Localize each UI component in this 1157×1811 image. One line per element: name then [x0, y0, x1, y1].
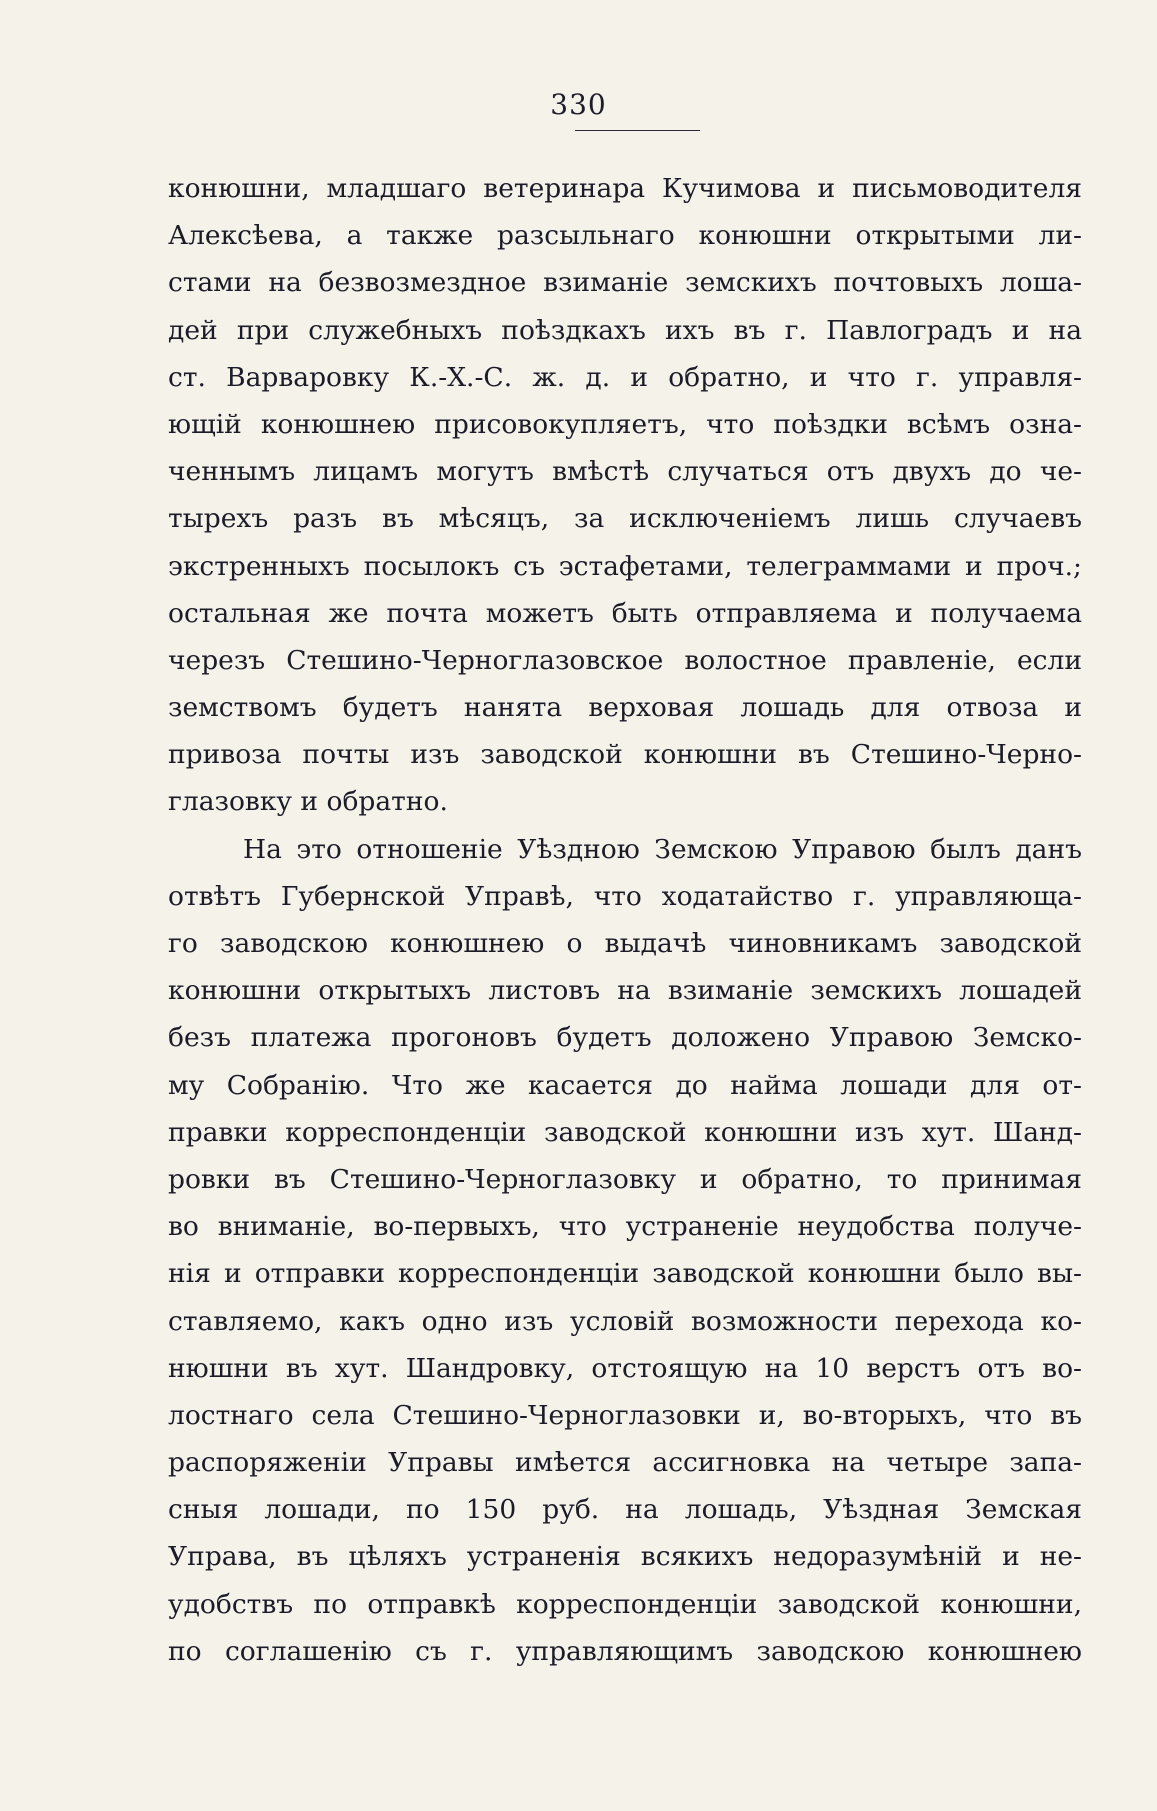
- text-line: лостнаго села Стешино-Черноглазовки и, во-вторыхъ, что въ: [168, 1399, 1082, 1431]
- text-line: по соглашенію съ г. управляющимъ заводскою конюшнею: [168, 1635, 1082, 1667]
- text-line: нюшни въ хут. Шандровку, отстоящую на 10 верстъ отъ во-: [168, 1352, 1082, 1384]
- text-line: правки корреспонденціи заводской конюшни изъ хут. Шанд-: [168, 1116, 1082, 1148]
- text-line: го заводскою конюшнею о выдачѣ чиновникамъ заводской: [168, 928, 1082, 959]
- text-line: Управа, въ цѣляхъ устраненія всякихъ недоразумѣній и не-: [168, 1541, 1082, 1573]
- text-line: нія и отправки корреспонденціи заводской конюшни было вы-: [168, 1258, 1082, 1290]
- text-line: стами на безвозмездное взиманіе земскихъ почтовыхъ лоша-: [168, 267, 1082, 299]
- text-line: земствомъ будетъ нанята верховая лошадь для отвоза и: [168, 692, 1082, 724]
- text-line: экстренныхъ посылокъ съ эстафетами, телеграммами и проч.;: [168, 550, 1082, 582]
- text-line: ченнымъ лицамъ могутъ вмѣстѣ случаться отъ двухъ до че-: [168, 456, 1082, 488]
- text-line: отвѣтъ Губернской Управѣ, что ходатайство г. управляюща-: [168, 880, 1082, 912]
- text-line: ющій конюшнею присовокупляетъ, что поѣздки всѣмъ озна-: [168, 408, 1082, 440]
- text-line: распоряженіи Управы имѣется ассигновка на четыре запа-: [168, 1447, 1082, 1479]
- text-line: тырехъ разъ въ мѣсяцъ, за исключеніемъ лишь случаевъ: [168, 503, 1082, 535]
- text-line: му Собранію. Что же касается до найма лошади для от-: [168, 1069, 1082, 1101]
- text-line: во вниманіе, во-первыхъ, что устраненіе неудобства получе-: [168, 1211, 1082, 1243]
- text-line: сныя лошади, по 150 руб. на лошадь, Уѣздная Земская: [168, 1494, 1082, 1526]
- text-line: дей при служебныхъ поѣздкахъ ихъ въ г. Павлоградъ и на: [168, 314, 1082, 346]
- paragraph: [168, 165, 1082, 826]
- text-line: безъ платежа прогоновъ будетъ доложено Управою Земско-: [168, 1022, 1082, 1054]
- page-number: 330: [550, 88, 607, 121]
- body-text: [168, 165, 1082, 1675]
- text-line: остальная же почта можетъ быть отправляема и получаема: [168, 597, 1082, 629]
- text-line: привоза почты изъ заводской конюшни въ Стешино-Черно-: [168, 739, 1082, 771]
- text-line: Алексѣева, а также разсыльнаго конюшни открытыми ли-: [168, 220, 1082, 252]
- text-line: конюшни открытыхъ листовъ на взиманіе земскихъ лошадей: [168, 975, 1082, 1007]
- paragraph: [168, 826, 1082, 1675]
- text-line: удобствъ по отправкѣ корреспонденціи заводской конюшни,: [168, 1588, 1082, 1620]
- text-line: ст. Варваровку К.-Х.-С. ж. д. и обратно, и что г. управля-: [168, 361, 1082, 393]
- text-line: На это отношеніе Уѣздною Земскою Управою былъ данъ: [243, 833, 1082, 865]
- page-number-rule: [575, 130, 700, 131]
- text-line: ровки въ Стешино-Черноглазовку и обратно, то принимая: [168, 1163, 1082, 1195]
- text-line: глазовку и обратно.: [168, 786, 448, 818]
- text-line: конюшни, младшаго ветеринара Кучимова и письмоводителя: [168, 173, 1082, 204]
- text-line: ставляемо, какъ одно изъ условій возможности перехода ко-: [168, 1305, 1082, 1337]
- text-line: черезъ Стешино-Черноглазовское волостное правленіе, если: [168, 644, 1082, 676]
